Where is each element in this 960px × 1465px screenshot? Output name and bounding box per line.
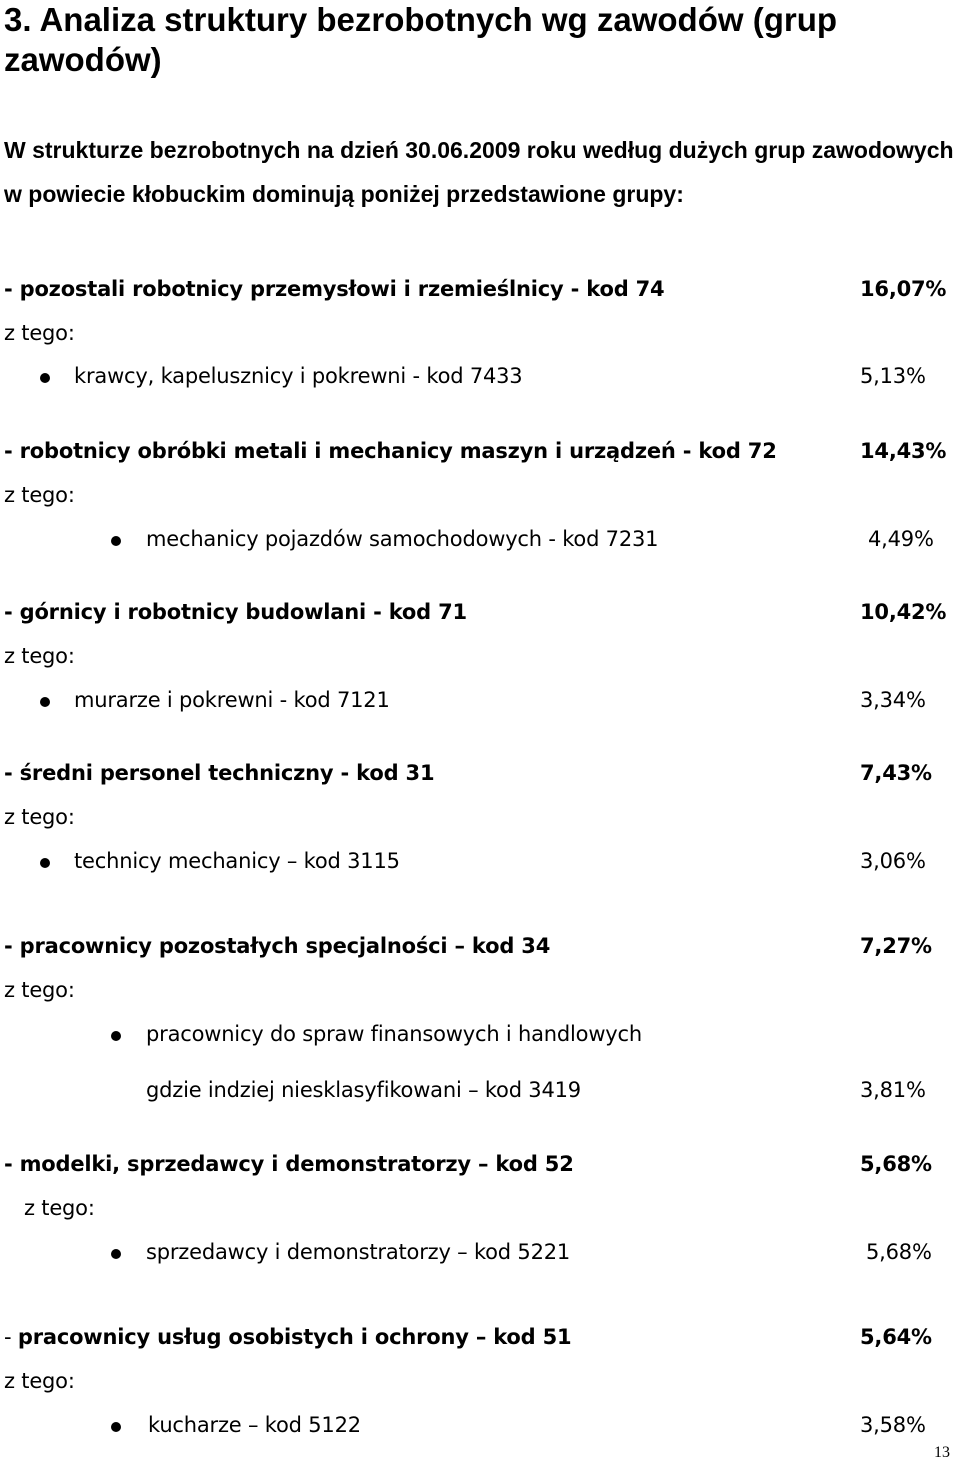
group-percent: 10,42% — [860, 600, 947, 624]
group-heading: - robotnicy obróbki metali i mechanicy maszyn i urządzeń - kod 72 — [4, 439, 777, 463]
group-percent: 5,64% — [860, 1325, 932, 1349]
sub-item-label: kucharze – kod 5122 — [148, 1413, 361, 1437]
sub-item-label: sprzedawcy i demonstratorzy – kod 5221 — [146, 1240, 571, 1264]
group-percent: 7,27% — [860, 934, 932, 958]
z-tego-label: z tego: — [24, 1196, 95, 1220]
group-heading — [4, 1325, 571, 1349]
sub-item-percent: 3,34% — [860, 688, 926, 712]
intro-paragraph: W strukturze bezrobotnych na dzień 30.06.2009 roku według dużych grup zawodowych w powiecie kłobuckim dominują poniżej przedstawione grupy: — [4, 137, 954, 207]
sub-item-percent: 5,13% — [860, 364, 926, 388]
sub-item-label: technicy mechanicy – kod 3115 — [74, 849, 400, 873]
bullet-icon — [40, 697, 50, 707]
page-title: 3. Analiza struktury bezrobotnych wg zawodów (grup zawodów) — [4, 1, 838, 78]
group-heading: - górnicy i robotnicy budowlani - kod 71 — [4, 600, 467, 624]
group-heading: - pracownicy pozostałych specjalności – kod 34 — [4, 934, 551, 958]
bullet-icon — [40, 858, 50, 868]
group-heading: - pozostali robotnicy przemysłowi i rzemieślnicy - kod 74 — [4, 277, 665, 301]
z-tego-label: z tego: — [4, 805, 75, 829]
bullet-icon — [40, 373, 50, 383]
bullet-icon — [111, 1249, 121, 1259]
z-tego-label: z tego: — [4, 1369, 75, 1393]
group-heading-prefix: - — [4, 1325, 18, 1349]
sub-item-label: mechanicy pojazdów samochodowych - kod 7231 — [146, 527, 659, 551]
sub-item-label: murarze i pokrewni - kod 7121 — [74, 688, 390, 712]
sub-item-percent: 4,49% — [868, 527, 934, 551]
sub-item-label: pracownicy do spraw finansowych i handlowych — [146, 1022, 642, 1046]
page-number: 13 — [934, 1444, 950, 1461]
sub-item-percent: 3,06% — [860, 849, 926, 873]
group-heading-text: pracownicy usług osobistych i ochrony – kod 51 — [17, 1325, 572, 1349]
bullet-icon — [111, 1031, 121, 1041]
group-heading: - średni personel techniczny - kod 31 — [4, 761, 435, 785]
group-percent: 14,43% — [860, 439, 947, 463]
sub-item-percent: 5,68% — [866, 1240, 932, 1264]
group-percent: 5,68% — [860, 1152, 932, 1176]
group-percent: 16,07% — [860, 277, 947, 301]
z-tego-label: z tego: — [4, 978, 75, 1002]
sub-item-percent: 3,58% — [860, 1413, 926, 1437]
z-tego-label: z tego: — [4, 321, 75, 345]
z-tego-label: z tego: — [4, 644, 75, 668]
z-tego-label: z tego: — [4, 483, 75, 507]
sub-item-label-continued: gdzie indziej niesklasyfikowani – kod 3419 — [146, 1078, 581, 1102]
bullet-icon — [111, 536, 121, 546]
sub-item-label: krawcy, kapelusznicy i pokrewni - kod 7433 — [74, 364, 523, 388]
sub-item-percent: 3,81% — [860, 1078, 926, 1102]
group-percent: 7,43% — [860, 761, 932, 785]
group-heading: - modelki, sprzedawcy i demonstratorzy – kod 52 — [4, 1152, 574, 1176]
bullet-icon — [111, 1422, 121, 1432]
